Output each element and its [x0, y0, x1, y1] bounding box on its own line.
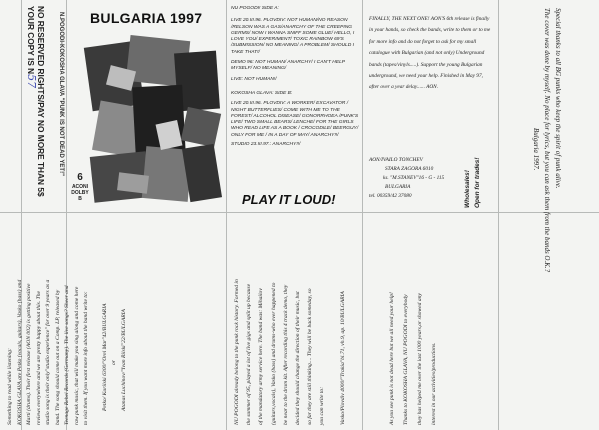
thanks-line: Special thanks to all BG punks who keep the spirit of punk alive. [554, 8, 562, 189]
thanks-line: The cover was done by myself. No place for lyrics, but you can ask them from the bands O.K.? [543, 8, 551, 273]
address-line: ks. "M.STANEV"16 - G - 115 [383, 175, 445, 181]
format-label: ACONI [71, 184, 89, 190]
nu-pogodi-bio [231, 217, 349, 425]
side-b-studio: STUDIO 23.III.97.: ANARCHY!!/ [231, 142, 301, 148]
closing-line: interest in our activities/productions. [431, 342, 437, 425]
closing-text [385, 217, 441, 425]
side-a-live: LIVE 20.III.96. PLOVDIV: NOT HUMAN/NO REASON /RELSON WAS A GAS/ANARCHY OF THE CREEPING GERMS/ NOW I WANNA SNIFF SOME GLUE/ HELLO, I LOVE YOU/ EXPERIMENT/ TOXIC RAINBOW 69'S /SUBMISSION/ NO MEANING/ A PROBLEM/ SHOULD I TAKE THAT!/ [231, 18, 355, 55]
kokosha-glava-bio [6, 217, 129, 425]
trades-stamp: Open for trades! [474, 157, 481, 208]
spine-line2: YOUR COPY IS N57 [25, 6, 38, 89]
copy-number: 57 [25, 74, 38, 89]
side-a-demo: DEMO 96: NOT HUMAN/ ANARCHY/ I CAN'T HELP MYSELF/ NO MEANING/ [231, 60, 345, 72]
bio-line: or [111, 360, 117, 365]
kokosha-glava-info-panel [0, 213, 226, 430]
info-paragraph: FINALLY, THE NEXT ONE! AON'S 6th release is finally in your hands, so check the bands, write to them or to me for more info and do not forget to ask for my small catalogue with Bulgarian (and not only) Underground bands (tapes/vinyls.....). Support the young Bulgarian underground, we need your help. Finished in May 97, after over a year delay...... AON. [369, 16, 491, 91]
bio-line: be near to the drum kit. After recording this 4 track demo, they [282, 284, 289, 425]
bio-line: Teenage Rebel Records (Germany). The live songs? Sheer and [64, 285, 70, 425]
bio-line: of the mandatory army service here. The band was: Mihailov [258, 288, 265, 425]
bio-line: Vasko/Plovdiv 4000/"Trakia"bl.71, vh.9, ap. 10/BULGARIA [339, 291, 346, 425]
info-panel [364, 0, 498, 212]
closing-line: As you see punk is not dead here but we all need your help! [389, 292, 395, 425]
bio-line: decided they should change the direction of their music, but [295, 291, 302, 425]
thanks-panel [499, 0, 599, 430]
bio-line: band. The song should come out on a Comp. LP, released by [54, 289, 61, 425]
closing-line: they has helped me over the last 1000 years,or showed any [417, 293, 423, 425]
bio-line: Petko/ Kurilski 6300/"Orel Mar"42/BULGARIA [101, 303, 108, 411]
cover-photo-collage [88, 38, 220, 206]
address-line: STARA ZAGORA 6010 [385, 166, 434, 172]
spine-line1: NO RESERVED RIGHTS/PAY NO MORE THAN 5$ [36, 6, 46, 197]
thanks-line: Bulgaria 1997. [532, 128, 540, 171]
side-a-live2: LIVE: NOT HUMAN!/ [231, 76, 277, 82]
front-cover-panel [66, 0, 226, 212]
format-number: 6 [77, 172, 83, 183]
bio-line: the summer of 95, played a lot of live gigs and split up because [246, 283, 253, 425]
collage-photo [117, 172, 149, 194]
spine-band-label: N.POGODI-KOKOSHA GLAVA "PUNK IS NOT DEAD YET!" [58, 12, 64, 176]
address-line: AON/IVAILO TONCHEV [369, 157, 423, 163]
tracklist-panel [228, 0, 362, 212]
side-b-header: KOKOSHA GLAVA: SIDE B: [231, 90, 293, 96]
spine-rights-text [26, 6, 46, 206]
dolby-label: DOLBY B [71, 190, 89, 202]
bio-line: (guitars,vocals), Vasko (bass) and drums-who ever happened to [270, 282, 277, 425]
bio-line: NU POGODI already belong to the punk rock history. Formed in [234, 279, 240, 425]
bio-line: so far they are still thinking.... They will be back someday, so [307, 288, 314, 425]
spacer [329, 217, 337, 425]
address-line: tel. 00359/42 37080 [369, 193, 412, 199]
bio-line: to visit them. If you want more info about the band write to: [83, 291, 89, 425]
bio-line: Something to read while listening: [7, 348, 13, 425]
closing-line: Thanks to KOKOSHA GLAVA, NU POGODI to everybody [403, 294, 409, 425]
side-a-header: NU POGODI! SIDE A: [231, 6, 279, 11]
side-b-live: LIVE 20.III.96. PLOVDIV: A WORKER/ EXCAVATOR / NIGHT BUTTERFLIES/ COME WITH ME TO THE FOREST/ ALCOHOL DISEASE/ GONORRHOEA /PUNK'S LIFE/ TWO SMALL BEARS/ LENCHE/ FOR THE GIRLS WHO READ LIFE AS A BOOK / CROCODILE/ BEERGUY/ ONLY FOR ME / IN A DAY OF MAY/ ANARCHY!!/ [231, 101, 359, 138]
nu-pogodi-info-panel [227, 213, 362, 430]
closing-info-panel [363, 213, 498, 430]
bio-line: studio song is their only"studio experience" for over 9 years as a [45, 279, 51, 425]
cover-title: BULGARIA 1997 [90, 10, 203, 26]
thanks-text [530, 8, 563, 422]
spine-panel [0, 0, 66, 212]
collage-photo [181, 107, 221, 147]
bio-line: you can write to: [319, 386, 326, 425]
address-line: BULGARIA [385, 184, 411, 190]
wholesales-stamp: Wholesales! [464, 170, 471, 208]
bio-line: raw punk music, that will make you sing along and come here [73, 286, 80, 425]
spacer [92, 217, 101, 425]
bio-line: Marti (drums). Their first release (AON 002) is getting positive [26, 283, 32, 425]
bio-line: reviews everywhere and we are pretty happy about this. The [35, 290, 42, 425]
bio-line: Atanas Luchinov/"Ivan Rilski"22/BULGARIA [120, 309, 127, 411]
bio-line: KOKOSHA GLAVA are Petko (vocals, guitars), Vasko (bass) and [16, 279, 23, 425]
play-it-loud-slogan: PLAY IT LOUD! [242, 192, 336, 207]
address-block [369, 156, 449, 201]
